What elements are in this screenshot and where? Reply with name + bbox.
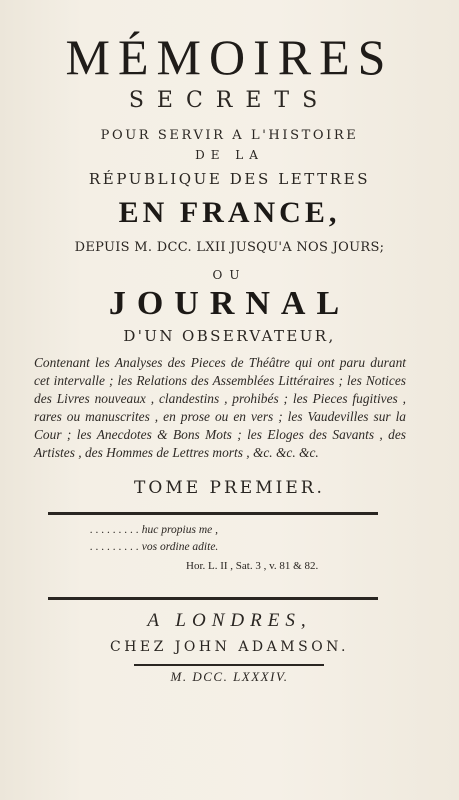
observer-line: D'UN OBSERVATEUR,: [123, 327, 336, 345]
book-subtitle: SECRETS: [128, 88, 331, 113]
ou-line: OU: [212, 268, 247, 282]
country-line: EN FRANCE,: [118, 196, 341, 229]
republique-line: RÉPUBLIQUE DES LETTRES: [88, 170, 371, 188]
contents-paragraph: Contenant les Analyses des Pieces de Théâtre qui ont paru durant cet intervalle ; les Relations des Assemblées Littéraires ; les Notices des Livres nouveaux , clandestins , prohibés ; les Pieces fugitives , rares ou manuscrites , en prose ou en vers ; les Vaudevilles sur la Cour ; les Anecdotes & Bons Mots ; les Eloges des Savants , des Artistes , des Hommes de Lettres morts , &c. &c. &c.: [34, 355, 406, 460]
book-title: MÉMOIRES: [65, 29, 394, 85]
year-line: M. DCC. LXXXIV.: [170, 669, 289, 684]
epigraph-source: Hor. L. II , Sat. 3 , v. 81 & 82.: [186, 560, 319, 572]
purpose-line: POUR SERVIR A L'HISTOIRE: [100, 128, 359, 143]
imprint-rule: [134, 664, 324, 666]
top-rule: [48, 512, 378, 515]
volume-line: TOME PREMIER.: [134, 478, 325, 498]
since-line: DEPUIS M. DCC. LXII JUSQU'A NOS JOURS;: [74, 240, 385, 255]
bottom-rule: [48, 597, 378, 600]
place-line: A LONDRES,: [147, 610, 312, 631]
epigraph-line-2: . . . . . . . . . vos ordine adite.: [90, 541, 219, 553]
journal-title: JOURNAL: [108, 285, 351, 322]
publisher-line: CHEZ JOHN ADAMSON.: [110, 639, 349, 655]
de-la-line: DE LA: [195, 148, 264, 162]
epigraph-line-1: . . . . . . . . . huc propius me ,: [90, 524, 218, 536]
